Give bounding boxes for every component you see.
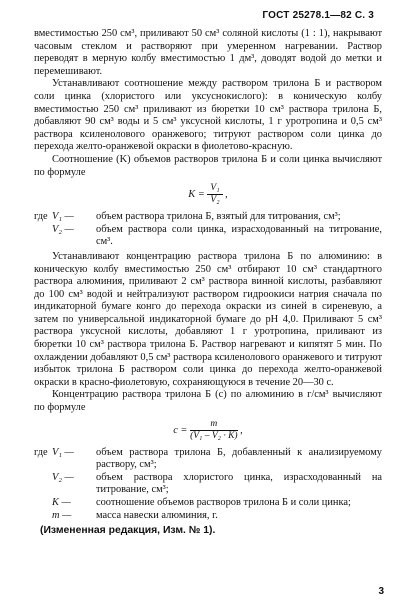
- def-symbol: K —: [52, 497, 71, 508]
- formula-k-fraction: [207, 183, 222, 206]
- def-lead: где: [34, 211, 48, 223]
- def-symbol: V₂ —: [52, 471, 74, 483]
- formula-c-fraction: [190, 419, 238, 442]
- def-lead: где: [34, 446, 48, 458]
- formula-c: [34, 419, 382, 442]
- def-text: объем раствора соли цинка, израсходованный на титрование, см³.: [96, 223, 382, 248]
- formula-k-denominator: V₂: [210, 195, 220, 206]
- amendment-note: (Измененная редакция, Изм. № 1).: [40, 525, 216, 537]
- def-text: объем раствора трилона Б, добавленный к анализируемому раствору, см³;: [96, 446, 382, 471]
- document-body: [34, 28, 382, 538]
- formula-k: [34, 183, 382, 206]
- page-header: ГОСТ 25278.1—82 С. 3: [262, 10, 374, 21]
- def-lead: [34, 497, 52, 510]
- definitions-1: [34, 211, 382, 249]
- def-lead: [34, 224, 52, 249]
- paragraph-2: Устанавливают соотношение между раствором трилона Б и раствором соли цинка (хлористого или уксуснокислого): в коническую колбу вместимостью 250 см³ приливают из бюретки 10 см³ раствора трилона Б, добавляют 90 см³ воды и 5 см³ уксусной кислоты, 1 г уротропина и 0,5 см³ раствора ксиленолового оранжевого; титруют раствором соли цинка до перехода желто-оранжевой окраски в фиолетово-красную.: [34, 78, 382, 153]
- formula-k-tail: ,: [225, 189, 228, 201]
- def-lead: [34, 472, 52, 497]
- def-text: объем раствора трилона Б, взятый для титрования, см³;: [96, 211, 341, 223]
- definitions-2: [34, 447, 382, 523]
- paragraph-5: Концентрацию раствора трилона Б (с) по алюминию в г/см³ вычисляют по формуле: [34, 389, 382, 414]
- formula-c-tail: ,: [240, 424, 243, 436]
- def-lead: [34, 510, 52, 523]
- formula-c-lhs: c =: [173, 424, 188, 436]
- formula-k-lhs: K =: [188, 189, 205, 201]
- paragraph-4: Устанавливают концентрацию раствора трилона Б по алюминию: в коническую колбу вместимостью 250 см³ отбирают 10 см³ стандартного раствора алюминия, приливают 2 см³ раствора винной кислоты, разбавляют до 100 см³ водой и нейтрализуют раствором гидроокиси натрия сначала по индикаторной бумаге конго до перехода окраски из синей в сиреневую, а затем по универсальной индикаторной бумаге до pH 4,0. Приливают 5 см³ раствора уксусной кислоты, добавляют 1 г уротропина, приливают из бюретки 10 см³ раствора трилона Б. Раствор нагревают и кипятят 5 мин. По охлаждении добавляют 0,5 см³ раствора ксиленолового оранжевого и титруют избыток трилона Б раствором соли цинка до перехода желто-оранжевой окраски в красно-фиолетовую, сохраняющуюся в течение 20—30 с.: [34, 250, 382, 388]
- def-text: объем раствора хлористого цинка, израсходованный на титрование, см³;: [96, 471, 382, 496]
- formula-c-denominator: (V₁ – V₂ · K): [190, 430, 238, 441]
- def-symbol: V₂ —: [52, 223, 74, 235]
- def-text: соотношение объемов растворов трилона Б и соли цинка;: [96, 497, 351, 508]
- def-symbol: V₁ —: [52, 446, 74, 458]
- paragraph-3: Соотношение (K) объемов растворов трилона Б и соли цинка вычисляют по формуле: [34, 153, 382, 178]
- page-number: 3: [378, 586, 384, 597]
- def-text: масса навески алюминия, г.: [96, 509, 218, 521]
- paragraph-1: вместимостью 250 см³, приливают 50 см³ соляной кислоты (1 : 1), накрывают часовым стеклом и растворяют при умеренном нагревании. Раствор переводят в мерную колбу вместимостью 1 дм³, доводят водой до метки и перемешивают.: [34, 28, 382, 77]
- formula-k-numerator: V₁: [207, 183, 222, 195]
- def-symbol: V₁ —: [52, 211, 74, 223]
- formula-c-numerator: m: [190, 419, 238, 431]
- def-symbol: m —: [52, 509, 72, 521]
